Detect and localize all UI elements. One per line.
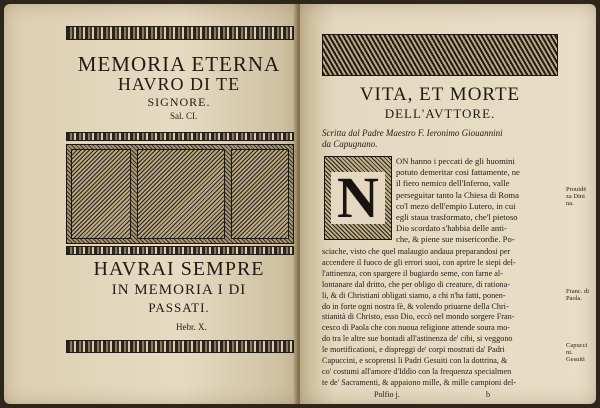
text-line: le mortificationi, e dispreggi de' corpi mostrati da' Padri <box>322 345 505 355</box>
text-line: sciache, visto che quel malaugio andaua preparandosi per <box>322 247 511 256</box>
top-ornament-band <box>66 26 294 40</box>
bottom-ornament-band <box>66 340 294 353</box>
text-line: Dio scordato s'habbia delle anti- <box>396 223 507 234</box>
text-line: do tra le altre sue bontadi all'astinenza de' cibi, si veggono <box>322 334 513 344</box>
title-line-4: HAVRAI SEMPRE <box>93 258 265 280</box>
body-text-top <box>396 156 560 246</box>
left-page <box>4 4 298 404</box>
text-line: Capuccini, e scoprensi li Padri Gesuiti con la dottrina, & <box>322 356 508 366</box>
woodcut-left-panel <box>71 149 131 239</box>
woodcut-center-panel <box>137 149 225 239</box>
chapter-heading-1: VITA, ET MORTE <box>359 84 521 105</box>
text-line: l'attinenza, con spargere il bugiardo seme, con farne al- <box>322 268 503 278</box>
body-text-bottom <box>322 247 562 389</box>
woodcut-right-panel <box>231 149 289 239</box>
text-line: te de' Sacramenti, & appaiono mille, & mille campioni del- <box>322 377 517 387</box>
text-line: perseguitar tanto la Chiesa di Roma <box>396 189 519 200</box>
subtitle-line-2: da Capugnano. <box>322 139 378 149</box>
margin-note-paola: Franc. di Paola. <box>566 288 590 302</box>
text-line: che, & piene sue misericordie. Po- <box>396 234 515 245</box>
text-line: li, & di Christiani obligati siamo, a chi n'ha fatti, ponen- <box>322 290 506 300</box>
text-line: do in forte ogni nostra fè, & volendo priuarne della Chri- <box>322 301 509 311</box>
title-line-2: HAVRO DI TE <box>117 74 241 94</box>
woodcut-illustration <box>66 144 294 244</box>
margin-note-providence: Prouidē za Dini na. <box>566 186 587 207</box>
text-line: cesco di Paola che con nuoua religione attende soura mo- <box>322 323 511 333</box>
text-line: accendere il fuoco de gli errori suoi, con aprire le siepi del- <box>322 257 516 267</box>
text-line: ON hanno i peccati de gli huomini <box>396 156 515 166</box>
text-line: co'l mezo dell'empio Lutero, in cui <box>396 200 516 211</box>
mid-ornament-band <box>66 132 294 141</box>
title-line-3: SIGNORE. <box>147 95 211 109</box>
text-line: lontanare dal dritto, che per obligo di creature, di rationa- <box>322 279 511 289</box>
footer-signature: Polfio j. <box>374 390 400 399</box>
scripture-ref-top: Sal. CI. <box>170 111 198 121</box>
drop-capital <box>324 156 392 240</box>
headpiece-ornament <box>322 34 558 76</box>
right-page <box>300 4 596 404</box>
subtitle-line-1: Scritta dal Padre Maestro F. Ieronimo Giouannini <box>322 128 503 138</box>
lower-ornament-band <box>66 246 294 255</box>
title-line-5: IN MEMORIA I DI <box>111 282 247 298</box>
title-line-6: PASSATI. <box>148 300 210 315</box>
margin-note-capuccini: Capucci ni. Gesuiti <box>566 342 588 363</box>
chapter-heading-2: DELL'AVTTORE. <box>384 106 496 121</box>
text-line: co' costumi all'amore d'Iddio con la frequenza specialmen <box>322 366 512 376</box>
text-line: potuto demeritar cosi fattamente, ne <box>396 167 520 178</box>
scripture-ref-bottom: Hebr. X. <box>176 322 207 332</box>
text-line: stianità di Christo, esso Dio, eccò nel mondo sorgere Fran- <box>322 312 515 322</box>
text-line: il fiero nemico dell'Inferno, valle <box>396 178 510 189</box>
footer-signature-letter: b <box>486 390 490 399</box>
title-line-1: MEMORIA ETERNA <box>77 52 281 76</box>
drop-capital-letter: N <box>331 172 385 224</box>
text-line: egli staua trasformato, che'l pietoso <box>396 212 518 223</box>
